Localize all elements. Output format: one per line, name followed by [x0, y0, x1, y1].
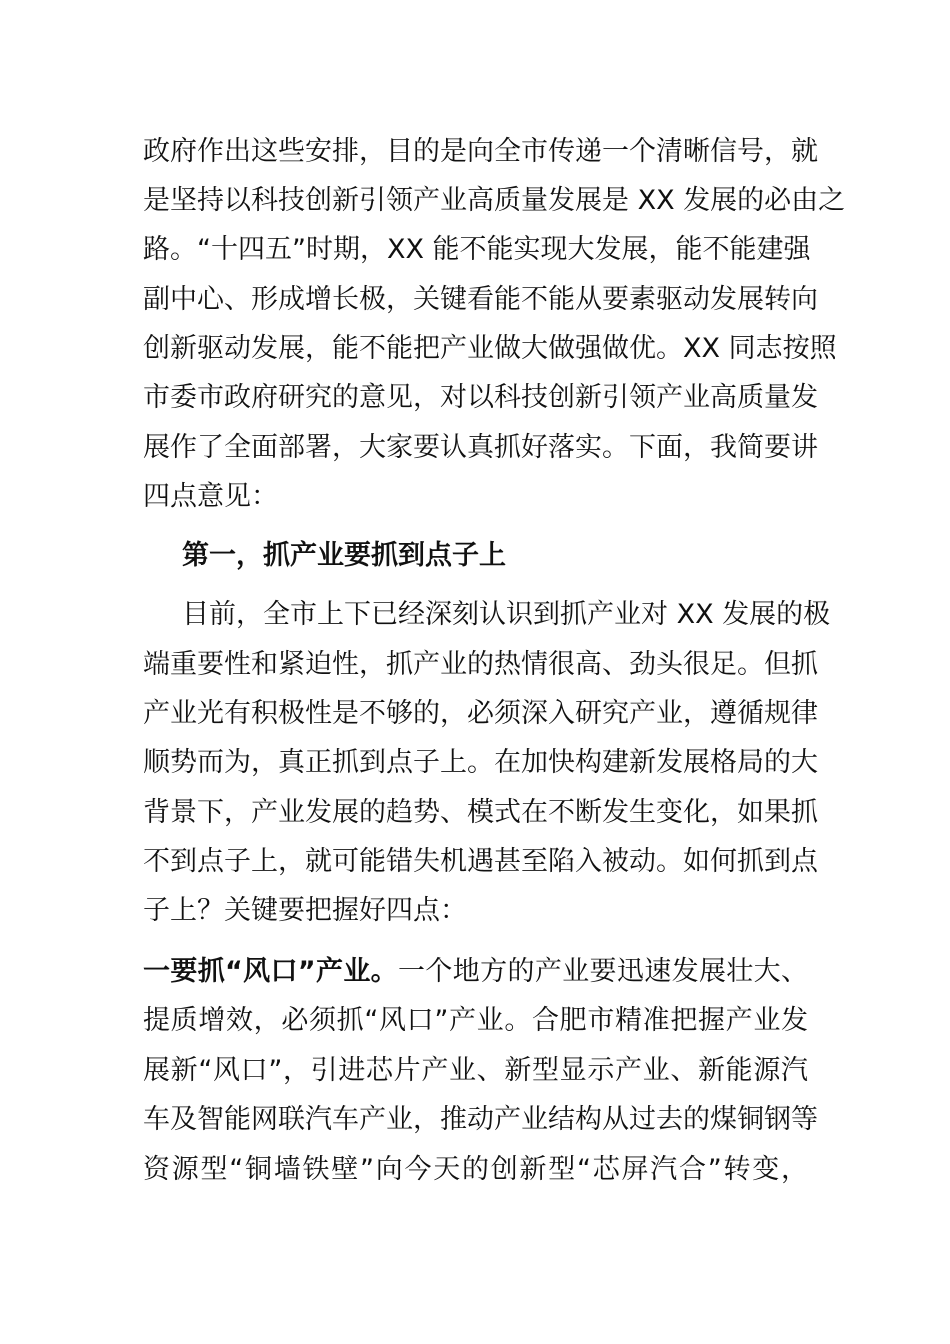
paragraph-3-line-1 [143, 952, 808, 992]
paragraph-3-line-4: 车及智能网联汽车产业，推动产业结构从过去的煤铜钢等 [143, 1104, 818, 1135]
paragraph-2-line-7: 子上？关键要把握好四点： [143, 895, 467, 926]
paragraph-3-line-2: 提质增效，必须抓“风口”产业。合肥市精准把握产业发 [143, 1005, 808, 1036]
paragraph-3-lead-bold: 一要抓“风口”产业。 [143, 956, 399, 987]
paragraph-3-line-5: 资源型“铜墙铁壁”向今天的创新型“芯屏汽合”转变， [143, 1154, 808, 1185]
paragraph-1-line-8: 四点意见： [143, 481, 278, 512]
paragraph-1-line-4: 副中心、形成增长极，关键看能不能从要素驱动发展转向 [143, 284, 818, 315]
paragraph-3-lead-rest: 一个地方的产业要迅速发展壮大、 [398, 956, 809, 987]
paragraph-2-line-5: 背景下，产业发展的趋势、模式在不断发生变化，如果抓 [143, 797, 818, 828]
paragraph-3-line-3: 展新“风口”，引进芯片产业、新型显示产业、新能源汽 [143, 1055, 808, 1086]
paragraph-1-line-3: 路。“十四五”时期，XX 能不能实现大发展，能不能建强 [143, 234, 811, 265]
paragraph-2-line-6: 不到点子上，就可能错失机遇甚至陷入被动。如何抓到点 [143, 846, 818, 877]
paragraph-2-line-2: 端重要性和紧迫性，抓产业的热情很高、劲头很足。但抓 [143, 649, 818, 680]
paragraph-1-line-2: 是坚持以科技创新引领产业高质量发展是 XX 发展的必由之 [143, 185, 846, 216]
paragraph-1-line-5: 创新驱动发展，能不能把产业做大做强做优。XX 同志按照 [143, 333, 837, 364]
paragraph-2-line-3: 产业光有积极性是不够的，必须深入研究产业，遵循规律 [143, 698, 818, 729]
section-heading: 第一，抓产业要抓到点子上 [182, 540, 506, 571]
paragraph-1-line-1: 政府作出这些安排，目的是向全市传递一个清晰信号，就 [143, 136, 818, 167]
paragraph-1-line-6: 市委市政府研究的意见，对以科技创新引领产业高质量发 [143, 382, 818, 413]
paragraph-2-line-4: 顺势而为，真正抓到点子上。在加快构建新发展格局的大 [143, 747, 818, 778]
paragraph-1-line-7: 展作了全面部署，大家要认真抓好落实。下面，我简要讲 [143, 432, 818, 463]
paragraph-2-line-1: 目前，全市上下已经深刻认识到抓产业对 XX 发展的极 [182, 599, 831, 630]
